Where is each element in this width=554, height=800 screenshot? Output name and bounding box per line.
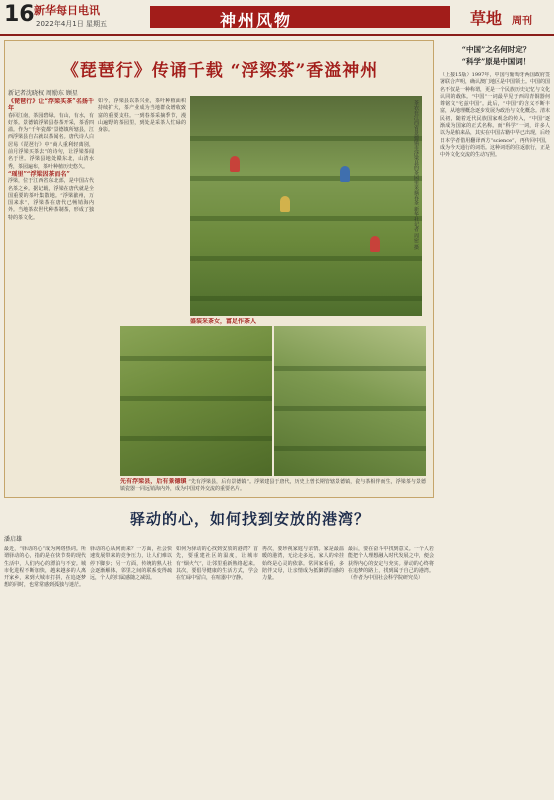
feature-subhead-1: 《琵琶行》让“浮梁买茶”名扬千年 <box>8 98 94 113</box>
sidebar-body: （上接15版）1997年，中国与葡萄牙两国政府签署联合声明，确认澳门地区是中国领土。中国的国名不仅是一种称谓，更是一个民族历史记忆与文化认同的载体。“中国”一词最早见于西周青铜器何尊铭文“宅兹中国”。此后，“中国”的含义不断丰富，从地理概念逐步发展为政治与文化概念。清末民初，随着近代民族国家观念的传入，“中国”逐渐成为国家的正式名称。而“科学”一词，许多人以为是舶来品，其实在中国古籍中早已出现，后经日本学者借用翻译西方“science”，再传回中国，成为今天通行的词语。这种词语的往返旅行，正是中外文化交流的生动写照。 <box>440 72 550 159</box>
feature-subhead-row <box>190 318 422 326</box>
feature-headline: 《琵琶行》传诵千载 “浮梁茶”香溢神州 <box>61 61 379 81</box>
lower-column-3: 如何为驿动的心找到安放的港湾？首先，要重建社区的温度，让城市有“烟火气”，让邻里重新熟络起来。其次，要倡导健康的生活方式，学会在忙碌中留白，在喧嚣中守静。 <box>176 546 258 582</box>
lower-column-1: 最近，“驿动的心”成为网络热词。所谓驿动的心，指的是在快节奏的现代生活中，人们内心的漂泊与不安。城市化进程不断加快，越来越多的人离开家乡，来到大城市打拼，在追逐梦想的同时，也常常感到孤独与迷茫。 <box>4 546 86 589</box>
feature-text-4: “先有浮梁县，后有景德镇”。浮梁建县于唐代，历史上曾长期管辖景德镇，瓷与茶相伴而生，浮梁茶与景德镇瓷器一同远销海内外，成为中国对外交流的重要名片。 <box>120 479 426 493</box>
lower-author: 潘启雄 <box>4 536 23 543</box>
feature-subhead-4: 先有浮梁县，后有景德镇 <box>120 478 187 485</box>
photo-caption: 茶农在江西省景德镇市浮梁县的茶园里采摘春茶 新华社记者 周密 摄 <box>413 100 419 250</box>
weekly-logo: 草地 <box>470 9 503 28</box>
issue-date: 2022年4月1日 星期五 <box>36 20 107 28</box>
feature-text-1: 春回江南，茶园碧绿。有山，有水，有好茶。景德镇浮梁县春茶开采，茶香四溢。作为“千年瓷都”景德镇所辖县，江西浮梁县自古就以茶闻名。唐代诗人白居易《琵琶行》中“商人重利轻离别，前月浮梁买茶去”的诗句，让浮梁茶闻名于世。浮梁县地处赣东北，山清水秀，茶园遍布，茶叶种植历史悠久。 <box>8 112 94 170</box>
feature-text-3: 如今，浮梁县以茶兴业，茶叶种植面积持续扩大，茶产业成为当地群众增收致富的重要支柱。一到春茶采摘季节，漫山遍野的茶园里，到处是采茶人忙碌的身影。 <box>98 98 186 134</box>
section-bar <box>150 6 450 28</box>
tea-field-photo <box>120 326 272 476</box>
feature-column-2 <box>98 98 186 318</box>
tea-garden-photo <box>190 96 422 316</box>
sidebar-title-1: “中国”之名何时定？ <box>461 45 531 54</box>
section-title: 神州风物 <box>220 11 293 30</box>
page-number: 16 <box>4 2 35 27</box>
lower-column-4: 再次，要珍视家庭与亲情。家是最温暖的港湾，无论走多远，家人的牵挂始终是心灵的依靠。常回家看看，多陪伴父母，让亲情成为抵御漂泊感的力量。 <box>262 546 344 582</box>
lower-headline: 驿动的心，如何找到安放的港湾？ <box>129 510 370 528</box>
tea-plantation-photo <box>274 326 426 476</box>
feature-subhead-2: “瑶里”“浮梁因茶而名” <box>8 170 70 178</box>
feature-byline: 新记者沈晓权 周励东 顾星 <box>8 90 78 97</box>
feature-subhead-3: 盛装采茶女，富足作茶人 <box>190 318 257 325</box>
feature-column-4 <box>120 478 426 494</box>
paper-name: 新华每日电讯 <box>34 4 100 17</box>
feature-text-2: 浮梁，位于江西省东北部，是中国古代名茶之乡。据记载，浮梁在唐代就是全国重要的茶叶集散地。“浮梁歙州，万国来求”，浮梁茶在唐代已畅销海内外。当地茶农世代种茶制茶，形成了独特的茶文化。 <box>8 178 94 221</box>
feature-column-1 <box>8 98 94 498</box>
feature-column-3 <box>98 326 118 476</box>
lower-column-2: 驿动的心从何而来？一方面，社会快速发展带来的竞争压力，让人们难以停下脚步；另一方面，传统的熟人社会逐渐解体，邻里之间的联系变得疏远，个人的归属感随之减弱。 <box>90 546 172 582</box>
sidebar-title-2: “科学”原是中国词！ <box>461 57 531 66</box>
weekly-word: 周刊 <box>512 16 532 27</box>
lower-column-5: 最后，要在奋斗中找到意义。一个人若能把个人理想融入时代发展之中，便会获得内心的安定与充实。驿动的心终将在追梦的路上，找到属于自己的港湾。（作者为中国社会科学院研究员） <box>348 546 434 582</box>
